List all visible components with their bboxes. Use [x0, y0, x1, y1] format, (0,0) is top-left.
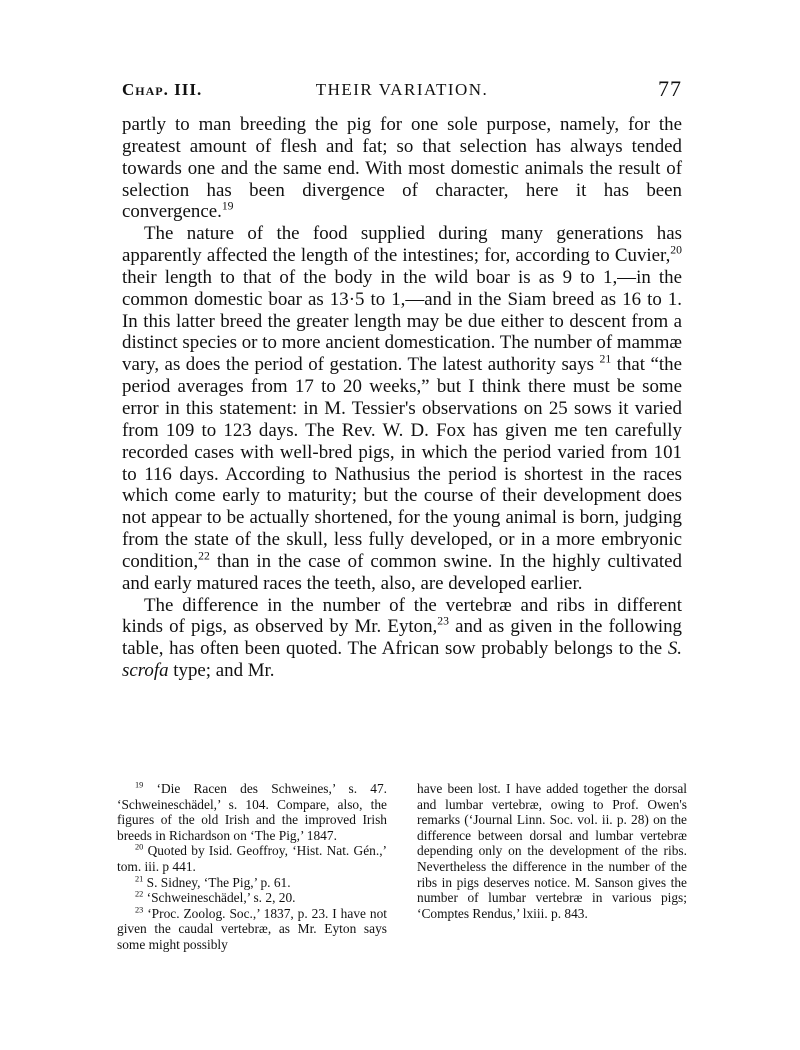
paragraph-2-text-a: The nature of the food supplied during many generations has apparently affected the length of the intestines; for, according to Cuvier,: [122, 223, 682, 267]
footnote-ref-21: 21: [599, 352, 612, 366]
paragraph-3-text-b: and as given in the following table, has often been quoted. The African sow probably belongs to the: [122, 616, 682, 660]
footnote-19: [117, 781, 387, 843]
footnote-text: ‘Die Racen des Schweines,’ s. 47. ‘Schweineschädel,’ s. 104. Compare, also, the figures of the old Irish and the improved Irish breeds in Richardson on ‘The Pig,’ 1847.: [117, 781, 387, 843]
footnote-number: 22: [135, 889, 144, 899]
footnote-ref-20: 20: [670, 243, 682, 257]
paragraph-1-text: partly to man breeding the pig for one sole purpose, namely, for the greatest amount of flesh and fat; so that selection has always tended towards one and the same end. With most domestic animals the result of selection has been divergence of character, here it has been convergence.: [122, 114, 682, 223]
footnote-ref-23: 23: [437, 615, 449, 629]
paragraph-3-text-c: type; and Mr.: [168, 660, 275, 682]
footnote-23: [117, 906, 387, 953]
footnote-number: 23: [135, 905, 144, 915]
page-number: 77: [658, 76, 682, 101]
footnote-text: ‘Proc. Zoolog. Soc.,’ 1837, p. 23. I have not given the caudal vertebræ, as Mr. Eyton says some might possibly: [117, 905, 387, 952]
paragraph-3-text-a: The difference in the number of the vertebræ and ribs in different kinds of pigs, as observed by Mr. Eyton,: [122, 594, 682, 638]
footnote-ref-22: 22: [198, 549, 210, 563]
footnote-number: 19: [135, 780, 144, 790]
paragraph-3: [122, 595, 682, 682]
footnote-ref-19: 19: [221, 200, 234, 214]
footnote-text: Quoted by Isid. Geoffroy, ‘Hist. Nat. Gén.,’ tom. iii. p 441.: [117, 843, 387, 874]
paragraph-1: [122, 114, 682, 223]
footnote-21: [117, 875, 387, 891]
paragraph-2: [122, 223, 682, 594]
footnote-column-right: [417, 781, 687, 953]
footnote-column-left: [117, 781, 387, 953]
running-header: [122, 76, 682, 110]
footnote-text: ‘Schweineschädel,’ s. 2, 20.: [143, 890, 296, 906]
paragraph-2-text-c: that “the period averages from 17 to 20 weeks,” but I think there must be some error in this statement: in M. Tessier's observations on 25 sows it varied from 109 to 123 days. The Rev. W. D. Fox has given me ten carefully recorded cases with well-bred pigs, in which the period varied from 101 to 116 days. According to Nathusius the period is shortest in the races which come early to maturity; but the course of their development does not appear to be actually shortened, for the young animal is born, judging from the state of the skull, less fully developed, or in a more embryonic condition,: [122, 354, 682, 572]
footnote-number: 20: [135, 842, 144, 852]
footnotes: [117, 781, 687, 953]
paragraph-2-text-b: their length to that of the body in the wild boar is as 9 to 1,—in the common domestic boar as 13·5 to 1,—and in the Siam breed as 16 to 1. In this latter breed the greater length may be due either to descent from a distinct species or to more ancient domestication. The number of mammæ vary, as does the period of gestation. The latest authority says: [122, 266, 682, 376]
species-name: S. scrofa: [122, 638, 682, 682]
footnote-22: [117, 890, 387, 906]
footnote-number: 21: [135, 874, 144, 884]
chapter-label: Chap. III.: [122, 80, 203, 99]
footnote-20: [117, 843, 387, 874]
paragraph-2-text-d: than in the case of common swine. In the highly cultivated and early matured races the teeth, also, are developed earlier.: [122, 550, 682, 594]
footnote-text: S. Sidney, ‘The Pig,’ p. 61.: [143, 874, 291, 890]
running-title: THEIR VARIATION.: [315, 80, 489, 99]
main-text: [122, 114, 682, 682]
footnote-23-continued: have been lost. I have added together the dorsal and lumbar vertebræ, owing to Prof. Owen's remarks (‘Journal Linn. Soc. vol. ii. p. 28) on the difference between dorsal and lumbar vertebræ depending only on the development of the ribs. Nevertheless the difference in the number of the ribs in pigs deserves notice. M. Sanson gives the number of lumbar vertebræ in various pigs; ‘Comptes Rendus,’ lxiii. p. 843.: [417, 781, 687, 921]
